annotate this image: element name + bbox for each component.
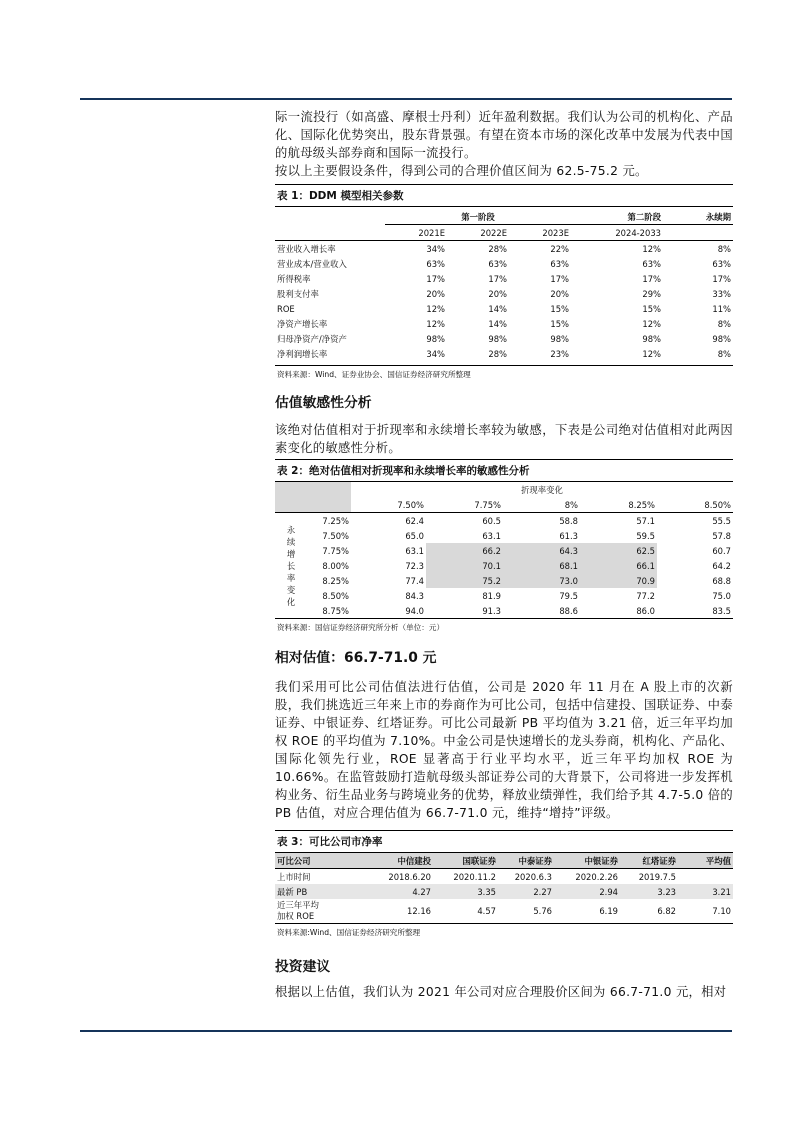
section-heading-sensitivity: 估值敏感性分析 <box>275 395 372 411</box>
group-header-stage1: 第一阶段 <box>385 209 571 225</box>
row-header: 8.75% <box>322 605 349 616</box>
table-row: 8.50% 84.3 81.9 79.5 77.2 75.0 <box>275 588 733 603</box>
top-rule <box>80 98 732 100</box>
table-sensitivity <box>275 459 733 636</box>
table-row: 上市时间 2018.6.20 2020.11.2 2020.6.3 2020.2.26 2019.7.5 <box>275 869 733 885</box>
table-row: 净利润增长率 34% 28% 23% 12% 8% <box>277 348 731 359</box>
table-row: 7.75% 63.1 66.2 64.3 62.5 60.7 <box>275 543 733 558</box>
table-row: 8.25% 77.4 75.2 73.0 70.9 68.8 <box>275 573 733 588</box>
valuation-range-paragraph: 按以上主要假设条件，得到公司的合理价值区间为 62.5-75.2 元。 <box>275 164 648 178</box>
table-row: 7.50% 65.0 63.1 61.3 59.5 57.8 <box>275 528 733 543</box>
col-header: 2021E <box>418 227 445 238</box>
table-row: 营业收入增长率 34% 28% 22% 12% 8% <box>277 243 731 254</box>
col-header: 中信建投 <box>397 855 431 866</box>
growth-rate-label: 永 续 增 长 率 变 化 <box>286 524 296 607</box>
col-header: 中泰证券 <box>518 855 552 866</box>
col-header: 2023E <box>542 227 569 238</box>
row-header: 8.00% <box>322 560 349 571</box>
table-row: 8.75% 94.0 91.3 88.6 86.0 83.5 <box>275 603 733 619</box>
col-header: 中银证券 <box>584 855 618 866</box>
section-heading-recommendation: 投资建议 <box>275 959 331 975</box>
table-row: 最新 PB 4.27 3.35 2.27 2.94 3.23 3.21 <box>275 884 733 899</box>
row-label-roe: 近三年平均 加权 ROE <box>277 900 319 921</box>
table-row: 股利支付率 20% 20% 20% 29% 33% <box>277 288 731 299</box>
comparables-table <box>275 852 733 924</box>
table-row: 营业成本/营业收入 63% 63% 63% 63% 63% <box>277 258 731 269</box>
table-comparables <box>275 830 733 941</box>
section-heading-relative: 相对估值：66.7-71.0 元 <box>275 650 437 666</box>
content-column <box>275 108 733 1001</box>
table-source: 资料来源：国信证券经济研究所分析（单位：元） <box>277 623 445 632</box>
table-title: 表 2：绝对估值相对折现率和永续增长率的敏感性分析 <box>275 459 733 481</box>
table-row: 永 续 增 长 率 变 化 7.25% 62.4 60.5 58.8 57.1 55.5 <box>275 513 733 529</box>
table-title: 表 3：可比公司市净率 <box>275 830 733 852</box>
ddm-table <box>275 209 733 361</box>
col-header: 2024-2033 <box>615 227 661 238</box>
col-header: 8% <box>564 499 578 510</box>
col-header: 7.75% <box>474 499 501 510</box>
col-header: 2022E <box>480 227 507 238</box>
sensitivity-paragraph: 该绝对估值相对于折现率和永续增长率较为敏感，下表是公司绝对估值相对此两因素变化的敏感性分析。 <box>275 423 733 455</box>
table-source: 资料来源:Wind、国信证券经济研究所整理 <box>277 928 421 937</box>
group-header-stage2: 第二阶段 <box>571 209 663 225</box>
col-header: 国联证券 <box>462 855 496 866</box>
discount-rate-label: 折现率变化 <box>351 482 733 498</box>
col-header: 7.50% <box>397 499 424 510</box>
table-row: 净资产增长率 12% 14% 15% 12% 8% <box>277 318 731 329</box>
table-row: 8.00% 72.3 70.1 68.1 66.1 64.2 <box>275 558 733 573</box>
table-row: 近三年平均 加权 ROE 12.16 4.57 5.76 6.19 6.82 7.10 <box>275 899 733 924</box>
table-ddm <box>275 184 733 383</box>
table-row: ROE 12% 14% 15% 15% 11% <box>277 303 731 314</box>
recommendation-paragraph: 根据以上估值，我们认为 2021 年公司对应合理股价区间为 66.7-71.0 元，相对 <box>275 985 727 999</box>
col-header: 8.50% <box>704 499 731 510</box>
col-header: 平均值 <box>705 855 731 866</box>
table-source: 资料来源：Wind、证券业协会、国信证券经济研究所整理 <box>275 365 733 383</box>
table-title: 表 1：DDM 模型相关参数 <box>275 184 733 207</box>
sensitivity-table <box>275 481 733 619</box>
bottom-rule <box>80 1030 732 1032</box>
row-header: 8.25% <box>322 575 349 586</box>
col-header: 8.25% <box>628 499 655 510</box>
intro-paragraph: 际一流投行（如高盛、摩根士丹利）近年盈利数据。我们认为公司的机构化、产品化、国际化优势突出，股东背景强。有望在资本市场的深化改革中发展为代表中国的航母级头部券商和国际一流投行。 <box>275 110 733 160</box>
table-row: 所得税率 17% 17% 17% 17% 17% <box>277 273 731 284</box>
col-header: 红塔证券 <box>642 855 676 866</box>
row-header: 8.50% <box>322 590 349 601</box>
row-header: 7.50% <box>322 530 349 541</box>
group-header-perpetual: 永续期 <box>663 209 733 225</box>
relative-valuation-paragraph: 我们采用可比公司估值法进行估值，公司是 2020 年 11 月在 A 股上市的次新股，我们挑选近三年来上市的券商作为可比公司，包括中信建投、国联证券、中泰证券、中银证券、红塔证券。可比公司最新 PB 平均值为 3.21 倍，近三年平均加权 ROE 的平均值为 7.10%。中金公司是快速增长的龙头券商，机构化、产品化、国际化领先行业，ROE 显著高于行业平均水平，近三年平均加权 ROE 为 10.66%。在监管鼓励打造航母级头部证券公司的大背景下，公司将进一步发挥机构业务、衍生品业务与跨境业务的优势，释放业绩弹性，我们给予其 4.7-5.0 倍的 PB 估值，对应合理估值为 66.7-71.0 元，维持“增持”评级。 <box>275 680 733 820</box>
table-row: 归母净资产/净资产 98% 98% 98% 98% 98% <box>277 333 731 344</box>
col-header: 可比公司 <box>277 855 311 866</box>
row-header: 7.75% <box>322 545 349 556</box>
row-header: 7.25% <box>322 515 349 526</box>
